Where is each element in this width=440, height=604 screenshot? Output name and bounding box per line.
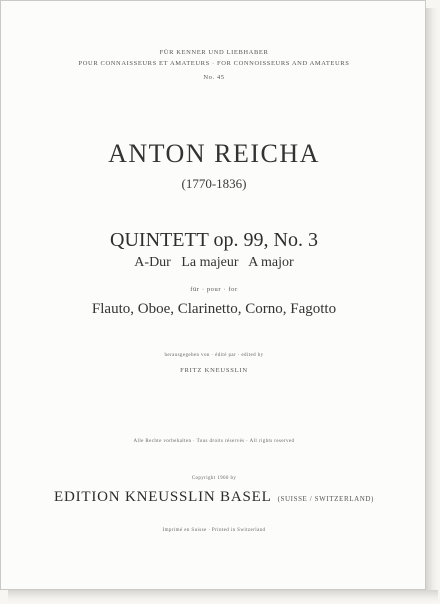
series-title: FÜR KENNER UND LIEBHABER bbox=[159, 49, 269, 56]
series-number: No. 45 bbox=[203, 74, 225, 81]
publisher-name: EDITION KNEUSSLIN BASEL bbox=[54, 489, 272, 505]
page-shadow-right bbox=[426, 8, 438, 598]
publisher-country: (SUISSE / SWITZERLAND) bbox=[277, 495, 374, 503]
editor-name: FRITZ KNEUSSLIN bbox=[180, 367, 248, 374]
printed-notice: Imprimé en Suisse · Printed in Switzerland bbox=[162, 528, 266, 533]
editor-label: herausgegeben von · édité par · edited by bbox=[164, 353, 264, 358]
work-title: QUINTETT op. 99, No. 3 bbox=[110, 229, 318, 251]
composer-dates: (1770-1836) bbox=[181, 176, 247, 191]
publisher-line bbox=[1, 489, 427, 506]
instrumentation: Flauto, Oboe, Clarinetto, Corno, Fagotto bbox=[91, 301, 337, 317]
copyright-notice: Copyright 1960 by bbox=[191, 476, 237, 481]
instrumentation-label: für · pour · for bbox=[190, 286, 238, 293]
work-key: A-Dur La majeur A major bbox=[134, 255, 294, 270]
series-subtitle: POUR CONNAISSEURS ET AMATEURS · FOR CONNOISSEURS AND AMATEURS bbox=[78, 60, 350, 67]
composer-name: ANTON REICHA bbox=[108, 139, 320, 168]
page-shadow-bottom bbox=[8, 590, 438, 602]
rights-notice: Alle Rechte vorbehalten · Tous droits réservés · All rights reserved bbox=[133, 439, 295, 444]
